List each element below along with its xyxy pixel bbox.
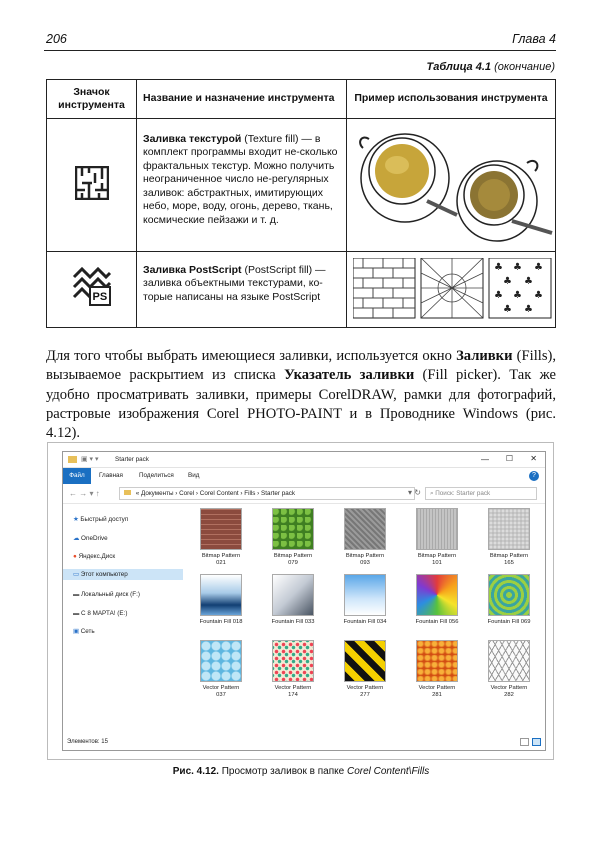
file-name: Bitmap Pattern <box>273 553 313 559</box>
file-name: Vector Pattern <box>346 685 384 691</box>
quick-access-icons: ▣ ▾ ▾ <box>81 456 99 463</box>
postscript-fill-example <box>347 252 556 328</box>
fill-thumbnail <box>272 508 314 550</box>
postscript-swatches <box>353 258 553 320</box>
file-item[interactable] <box>473 508 545 567</box>
file-name: Vector Pattern <box>490 685 528 691</box>
fill-thumbnail <box>488 508 530 550</box>
minimize-icon[interactable]: — <box>481 455 489 464</box>
file-item[interactable] <box>329 508 401 567</box>
fill-thumbnail <box>272 640 314 682</box>
fill-thumbnail <box>416 508 458 550</box>
table-caption: Таблица 4.1 (окончание) <box>426 61 555 73</box>
svg-text:♣: ♣ <box>503 276 512 287</box>
file-name: Fountain Fill 069 <box>487 619 531 625</box>
file-number: 165 <box>504 560 514 566</box>
file-name: Bitmap Pattern <box>201 553 241 559</box>
file-number: 174 <box>288 692 298 698</box>
tab-file[interactable]: Файл <box>63 468 91 484</box>
explorer-window <box>62 451 546 751</box>
computer-icon: ▭ <box>73 571 79 578</box>
file-name: Bitmap Pattern <box>345 553 385 559</box>
title-bar <box>63 452 545 468</box>
file-item[interactable] <box>329 574 401 626</box>
file-name: Vector Pattern <box>274 685 312 691</box>
file-item[interactable] <box>473 574 545 626</box>
nav-pane <box>63 506 183 736</box>
file-name: Fountain Fill 034 <box>343 619 387 625</box>
cloud-icon: ☁ <box>73 535 80 542</box>
file-name: Vector Pattern <box>418 685 456 691</box>
fill-thumbnail <box>488 640 530 682</box>
file-number: 093 <box>360 560 370 566</box>
file-item[interactable] <box>401 640 473 699</box>
refresh-icon[interactable]: ▾ ↻ <box>408 488 421 497</box>
large-icons-view-icon[interactable] <box>532 738 541 746</box>
fill-thumbnail <box>344 640 386 682</box>
file-item[interactable] <box>185 508 257 567</box>
svg-text:♣: ♣ <box>524 304 533 315</box>
file-number: 277 <box>360 692 370 698</box>
address-bar-row <box>63 484 545 504</box>
tab-share[interactable]: Поделиться <box>139 472 174 479</box>
file-item[interactable] <box>473 640 545 699</box>
file-item[interactable] <box>329 640 401 699</box>
file-number: 282 <box>504 692 514 698</box>
file-number: 079 <box>288 560 298 566</box>
file-item[interactable] <box>185 640 257 699</box>
disk-icon: ● <box>73 553 77 560</box>
search-icon: ⌕ <box>430 490 436 497</box>
file-name: Bitmap Pattern <box>417 553 457 559</box>
svg-text:♣: ♣ <box>534 262 543 273</box>
maximize-icon[interactable]: ☐ <box>505 454 513 463</box>
fill-thumbnail <box>344 508 386 550</box>
svg-text:♣: ♣ <box>524 276 533 287</box>
fill-thumbnail <box>488 574 530 616</box>
coffee-cups-illustration <box>357 123 557 248</box>
col-header-icon: Значок инструмента <box>47 80 137 119</box>
window-title: Starter pack <box>115 456 149 463</box>
col-header-example: Пример использования инструмента <box>347 80 556 119</box>
sidebar-item-onedrive[interactable]: ☁ OneDrive <box>73 535 108 542</box>
svg-text:♣: ♣ <box>503 304 512 315</box>
address-bar[interactable]: « Документы › Corel › Corel Content › Fills › Starter pack <box>119 487 415 500</box>
ribbon-tabs <box>63 468 545 484</box>
sidebar-item-yandex-disk[interactable]: ● Яндекс.Диск <box>73 553 116 560</box>
file-item[interactable] <box>401 508 473 567</box>
file-grid <box>185 508 543 736</box>
body-paragraph: Для того чтобы выбрать имеющиеся заливки, используется окно Заливки (Fills), вызываемое раскрытием из списка Указатель заливки (Fill picker). Так же удобно просматривать заливки, примеры CorelDRAW, рамки для фотографий, растровые изображения Corel PHOTO-PAINT и в Проводнике Windows (рис. 4.12). <box>46 348 557 442</box>
file-number: 021 <box>216 560 226 566</box>
sidebar-item-this-pc[interactable]: ▭ Этот компьютер <box>63 569 183 580</box>
tab-home[interactable]: Главная <box>99 472 123 479</box>
figure-caption: Рис. 4.12. Просмотр заливок в папке Corel Content\Fills <box>172 766 430 777</box>
file-item[interactable] <box>185 574 257 626</box>
svg-text:♣: ♣ <box>513 290 522 301</box>
svg-text:♣: ♣ <box>494 262 503 273</box>
file-name: Fountain Fill 018 <box>199 619 243 625</box>
fill-thumbnail <box>200 640 242 682</box>
status-text: Элементов: 15 <box>67 739 108 745</box>
svg-text:♣: ♣ <box>534 290 543 301</box>
search-input[interactable]: ⌕ Поиск: Starter pack <box>425 487 537 500</box>
file-name: Vector Pattern <box>202 685 240 691</box>
fill-thumbnail <box>416 574 458 616</box>
fill-thumbnail <box>200 574 242 616</box>
texture-fill-description: Заливка текстурой (Texture fill) — в комплект программы входит не-сколько фрактальных текстур. Можно получить неограниченное число не-регулярных заливок: абстрактных, имитирующих небо, море, воду, огонь, дерево, ткань, космические пейзажи и т. д. <box>137 119 347 252</box>
file-number: 101 <box>432 560 442 566</box>
file-number: 281 <box>432 692 442 698</box>
star-icon: ★ <box>73 516 79 523</box>
folder-icon <box>68 456 77 463</box>
texture-fill-icon-cell <box>47 119 137 252</box>
file-name: Bitmap Pattern <box>489 553 529 559</box>
fill-thumbnail <box>416 640 458 682</box>
texture-fill-example <box>347 119 556 252</box>
sidebar-item-network[interactable]: ▣ Сеть <box>73 628 95 635</box>
folder-icon <box>124 490 131 495</box>
close-icon[interactable]: ✕ <box>530 454 537 463</box>
file-number: 037 <box>216 692 226 698</box>
page-number: 206 <box>46 32 67 46</box>
col-header-name: Название и назначение инструмента <box>137 80 347 119</box>
help-icon[interactable]: ? <box>529 471 539 481</box>
status-bar <box>63 736 545 750</box>
sidebar-item-local-disk[interactable]: ▬ Локальный диск (F:) <box>73 591 140 598</box>
postscript-fill-icon-cell <box>47 252 137 328</box>
drive-icon: ▬ <box>73 591 80 598</box>
network-icon: ▣ <box>73 628 79 635</box>
header-rule <box>44 50 556 51</box>
file-item[interactable] <box>257 574 329 626</box>
fill-tools-table <box>46 79 556 328</box>
chapter-title: Глава 4 <box>512 32 556 46</box>
svg-text:♣: ♣ <box>494 290 503 301</box>
figure-screenshot <box>47 442 554 760</box>
details-view-icon[interactable] <box>520 738 529 746</box>
tab-view[interactable]: Вид <box>188 472 200 479</box>
fill-thumbnail <box>272 574 314 616</box>
postscript-fill-description: Заливка PostScript (PostScript fill) — заливка объектными текстурами, ко-торые написаны на языке PostScript <box>137 252 347 328</box>
fill-thumbnail <box>344 574 386 616</box>
file-name: Fountain Fill 033 <box>271 619 315 625</box>
sidebar-item-quick-access[interactable]: ★ Быстрый доступ <box>73 516 129 523</box>
file-item[interactable] <box>257 508 329 567</box>
file-name: Fountain Fill 056 <box>415 619 459 625</box>
fill-thumbnail <box>200 508 242 550</box>
postscript-fill-icon: PS <box>72 267 112 307</box>
file-item[interactable] <box>401 574 473 626</box>
svg-text:♣: ♣ <box>513 262 522 273</box>
file-item[interactable] <box>257 640 329 699</box>
texture-fill-icon <box>75 166 109 200</box>
nav-arrows-icon[interactable]: ← → ▾ ↑ <box>69 489 100 498</box>
drive-icon: ▬ <box>73 610 80 617</box>
sidebar-item-usb[interactable]: ▬ С 8 МАРТА! (E:) <box>73 610 128 617</box>
